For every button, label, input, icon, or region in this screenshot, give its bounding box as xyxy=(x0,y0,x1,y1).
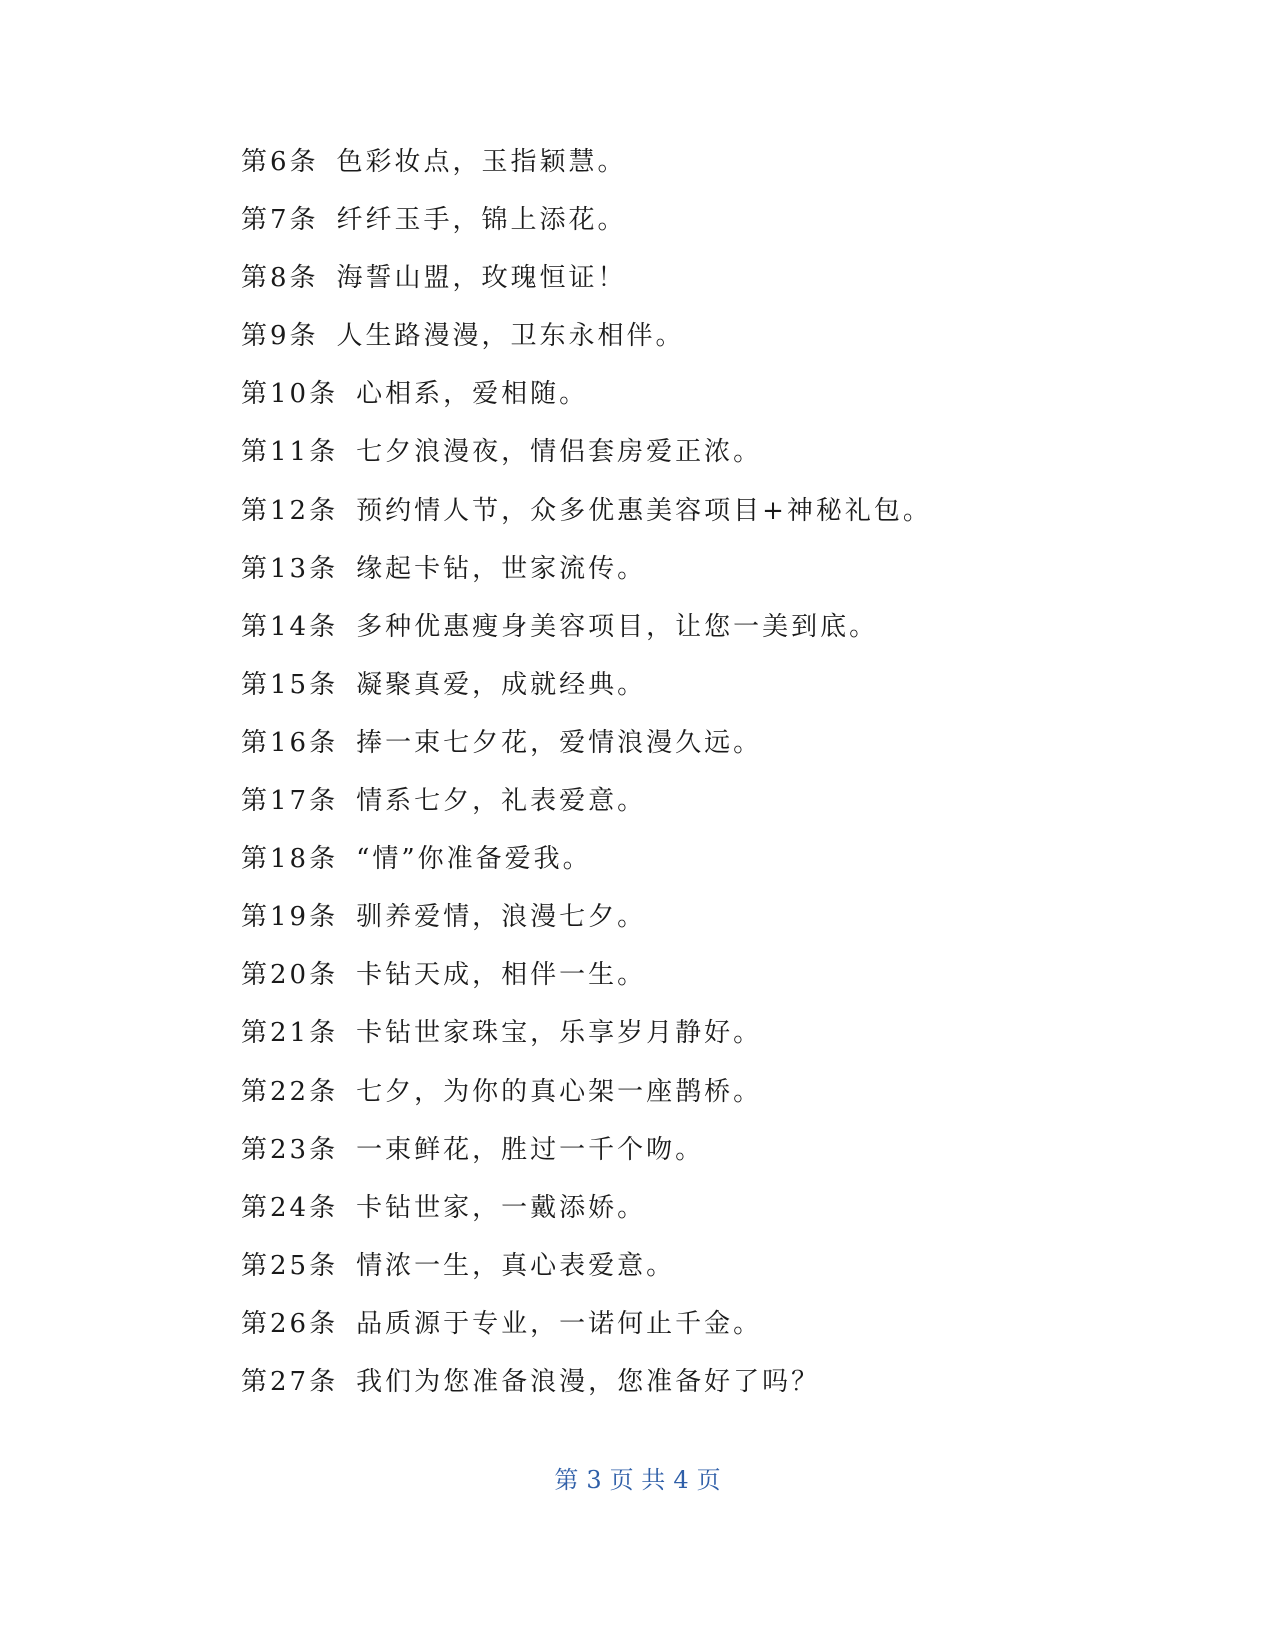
slogan-text: 情浓一生，真心表爱意。 xyxy=(356,1250,676,1281)
slogan-text: 色彩妆点，玉指颖慧。 xyxy=(336,147,627,177)
slogan-text: 多种优惠瘦身美容项目，让您一美到底。 xyxy=(356,611,879,642)
slogan-text: 七夕，为你的真心架一座鹊桥。 xyxy=(356,1076,763,1107)
slogan-number: 第23条 xyxy=(241,1134,339,1165)
slogan-line xyxy=(241,837,1141,895)
slogan-line xyxy=(241,895,1141,953)
slogan-number: 第24条 xyxy=(241,1192,339,1223)
slogan-number: 第25条 xyxy=(241,1250,339,1281)
slogan-line xyxy=(241,256,1141,314)
footer-prefix: 第 xyxy=(554,1466,579,1494)
slogan-text: 凝聚真爱，成就经典。 xyxy=(356,669,647,700)
slogan-line xyxy=(241,1360,1141,1418)
slogan-line xyxy=(241,663,1141,721)
slogan-line xyxy=(241,547,1141,605)
slogan-number: 第12条 xyxy=(241,495,339,526)
slogan-number: 第15条 xyxy=(241,669,339,700)
slogan-line xyxy=(241,430,1141,488)
slogan-text: 卡钻世家，一戴添娇。 xyxy=(356,1192,647,1223)
slogan-text: 人生路漫漫，卫东永相伴。 xyxy=(336,321,685,352)
slogan-text: 七夕浪漫夜，情侣套房爱正浓。 xyxy=(356,437,763,468)
slogan-line xyxy=(241,314,1141,372)
slogan-text: 我们为您准备浪漫，您准备好了吗？ xyxy=(356,1366,821,1397)
slogan-text: 品质源于专业，一诺何止千金。 xyxy=(356,1308,763,1339)
slogan-line xyxy=(241,1186,1141,1244)
slogan-number: 第8条 xyxy=(241,263,319,294)
slogan-line xyxy=(241,1011,1141,1069)
slogan-text: 驯养爱情，浪漫七夕。 xyxy=(356,902,647,933)
slogan-number: 第20条 xyxy=(241,960,339,991)
slogan-line xyxy=(241,605,1141,663)
slogan-number: 第16条 xyxy=(241,727,339,758)
slogan-line xyxy=(241,140,1141,198)
slogan-text: 预约情人节，众多优惠美容项目+神秘礼包。 xyxy=(356,495,932,526)
slogan-text: 缘起卡钻，世家流传。 xyxy=(356,553,647,584)
slogan-number: 第21条 xyxy=(241,1018,339,1049)
slogan-number: 第7条 xyxy=(241,205,319,236)
slogan-number: 第10条 xyxy=(241,379,339,410)
slogan-line xyxy=(241,198,1141,256)
slogan-text: 海誓山盟，玫瑰恒证！ xyxy=(336,263,627,294)
slogan-line xyxy=(241,1302,1141,1360)
slogan-text: 心相系，爱相随。 xyxy=(356,379,589,410)
slogan-text: “情”你准备爱我。 xyxy=(356,844,592,875)
slogan-text: 情系七夕，礼表爱意。 xyxy=(356,786,647,817)
slogan-number: 第18条 xyxy=(241,844,339,875)
slogan-number: 第26条 xyxy=(241,1308,339,1339)
slogan-text: 卡钻天成，相伴一生。 xyxy=(356,960,647,991)
slogan-number: 第17条 xyxy=(241,786,339,817)
slogan-number: 第13条 xyxy=(241,553,339,584)
slogan-line xyxy=(241,372,1141,430)
slogan-number: 第6条 xyxy=(241,147,319,177)
slogan-number: 第14条 xyxy=(241,611,339,642)
slogan-number: 第27条 xyxy=(241,1366,339,1397)
slogan-number: 第22条 xyxy=(241,1076,339,1107)
slogan-line xyxy=(241,1244,1141,1302)
slogan-text: 卡钻世家珠宝，乐享岁月静好。 xyxy=(356,1018,763,1049)
slogan-list xyxy=(241,140,1141,1418)
slogan-text: 一束鲜花，胜过一千个吻。 xyxy=(356,1134,705,1165)
footer-total-pages: 4 xyxy=(673,1466,689,1494)
slogan-line xyxy=(241,1070,1141,1128)
slogan-text: 捧一束七夕花，爱情浪漫久远。 xyxy=(356,727,763,758)
slogan-text: 纤纤玉手，锦上添花。 xyxy=(336,205,627,236)
slogan-number: 第11条 xyxy=(241,437,339,468)
footer-current-page: 3 xyxy=(586,1466,602,1494)
slogan-number: 第9条 xyxy=(241,321,319,352)
footer-suffix: 页 xyxy=(696,1466,721,1494)
footer-middle: 页 共 xyxy=(609,1466,666,1494)
page-footer xyxy=(0,1460,1275,1495)
slogan-line xyxy=(241,779,1141,837)
slogan-line xyxy=(241,1128,1141,1186)
slogan-line xyxy=(241,953,1141,1011)
slogan-line xyxy=(241,489,1141,547)
slogan-line xyxy=(241,721,1141,779)
slogan-number: 第19条 xyxy=(241,902,339,933)
